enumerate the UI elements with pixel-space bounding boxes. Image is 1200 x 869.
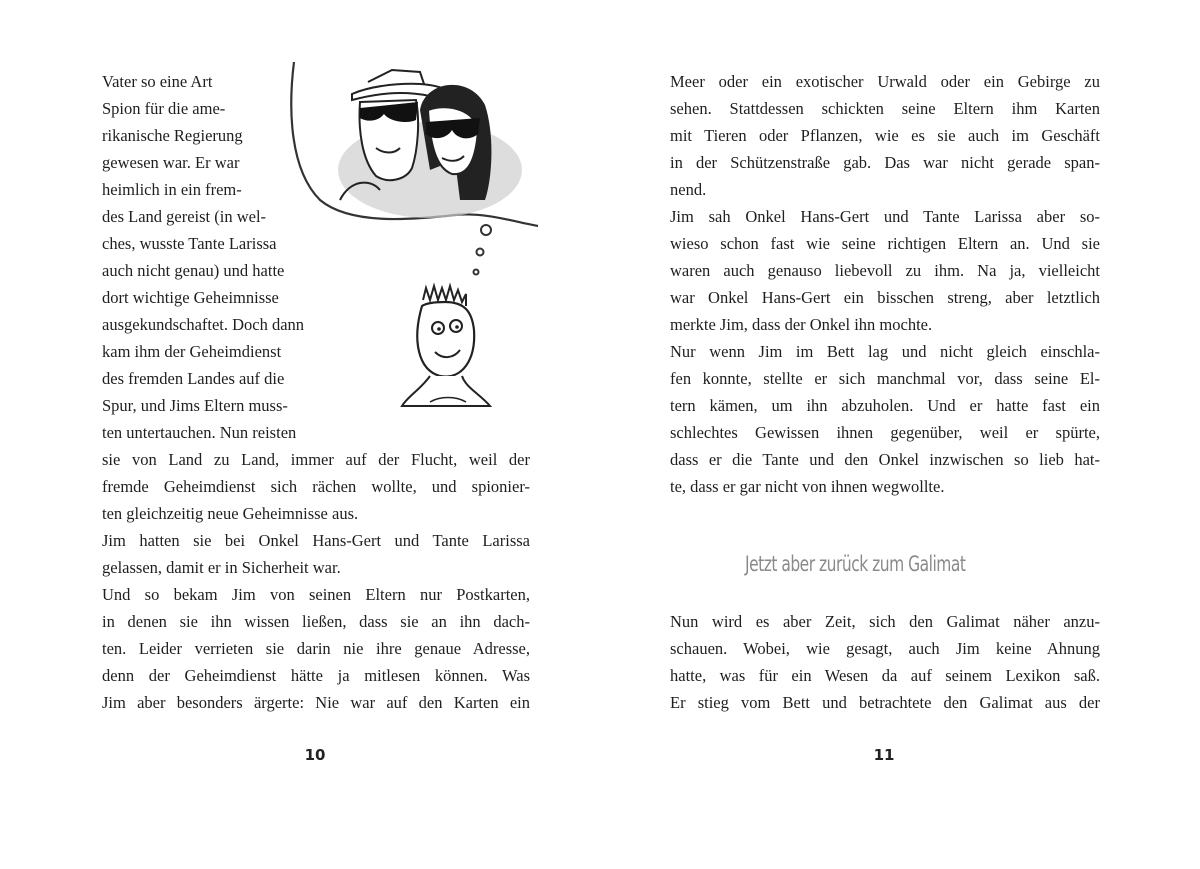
text-line: denn der Geheimdienst hätte ja mitlesen können. Was: [102, 666, 530, 685]
text-line: hatte, was für ein Wesen da auf seinem Lexikon saß.: [670, 666, 1100, 685]
thought-bubble-illustration: [280, 50, 545, 425]
text-line: dass er die Tante und den Onkel inzwischen so lieb hat-: [670, 450, 1100, 469]
text-line: nend.: [670, 180, 707, 199]
text-line: Spion für die ame-: [102, 99, 226, 118]
text-line: Vater so eine Art: [102, 72, 213, 91]
text-line: ten gleichzeitig neue Geheimnisse aus.: [102, 504, 359, 523]
text-line: sie von Land zu Land, immer auf der Flucht, weil der: [102, 450, 530, 469]
text-line: mit Tieren oder Pflanzen, wie es sie auch im Geschäft: [670, 126, 1100, 145]
text-line: des Land gereist (in wel-: [102, 207, 267, 226]
text-line: Nur wenn Jim im Bett lag und nicht gleich einschla-: [670, 342, 1100, 361]
text-line: Und so bekam Jim von seinen Eltern nur Postkarten,: [102, 585, 530, 604]
text-line: Jim sah Onkel Hans-Gert und Tante Larissa aber so-: [670, 207, 1100, 226]
text-line: dort wichtige Geheimnisse: [102, 288, 279, 307]
text-line: ten. Leider verrieten sie darin nie ihre genaue Adresse,: [102, 639, 530, 658]
text-line: des fremden Landes auf die: [102, 369, 285, 388]
text-line: schauen. Wobei, wie gesagt, auch Jim keine Ahnung: [670, 639, 1100, 658]
text-line: rikanische Regierung: [102, 126, 243, 145]
text-line: fen konnte, stellte er sich manchmal vor, dass seine El-: [670, 369, 1100, 388]
text-line: fremde Geheimdienst sich rächen wollte, und spionier-: [102, 477, 530, 496]
text-line: gewesen war. Er war: [102, 153, 240, 172]
text-line: in der Schützenstraße gab. Das war nicht gerade span-: [670, 153, 1100, 172]
text-line: auch nicht genau) und hatte: [102, 261, 285, 280]
text-line: waren auch genauso liebevoll zu ihm. Na ja, vielleicht: [670, 261, 1100, 280]
text-line: merkte Jim, dass der Onkel ihn mochte.: [670, 315, 933, 334]
text-line: ches, wusste Tante Larissa: [102, 234, 277, 253]
page-number-right: 11: [873, 746, 895, 764]
text-line: Er stieg vom Bett und betrachtete den Galimat aus der: [670, 693, 1100, 712]
text-line: Meer oder ein exotischer Urwald oder ein Gebirge zu: [670, 72, 1100, 91]
text-line: Jim hatten sie bei Onkel Hans-Gert und Tante Larissa: [102, 531, 530, 550]
text-line: kam ihm der Geheimdienst: [102, 342, 282, 361]
text-line: Jim aber besonders ärgerte: Nie war auf den Karten ein: [102, 693, 530, 712]
text-line: war Onkel Hans-Gert ein bisschen streng, aber letztlich: [670, 288, 1100, 307]
text-line: Spur, und Jims Eltern muss-: [102, 396, 288, 415]
text-line: tern kämen, um ihn abzuholen. Und er hatte fast ein: [670, 396, 1100, 415]
text-line: schlechtes Gewissen ihnen gegenüber, weil er spürte,: [670, 423, 1100, 442]
text-line: wieso schon fast wie seine richtigen Eltern an. Und sie: [670, 234, 1100, 253]
text-line: sehen. Stattdessen schickten seine Eltern ihm Karten: [670, 99, 1100, 118]
section-heading: Jetzt aber zurück zum Galimat: [745, 552, 966, 576]
page-number-left: 10: [304, 746, 326, 764]
text-line: ten untertauchen. Nun reisten: [102, 423, 297, 442]
text-line: ausgekundschaftet. Doch dann: [102, 315, 305, 334]
text-line: Nun wird es aber Zeit, sich den Galimat näher anzu-: [670, 612, 1100, 631]
text-line: heimlich in ein frem-: [102, 180, 242, 199]
right-page: [600, 0, 1200, 869]
text-line: te, dass er gar nicht von ihnen wegwollte.: [670, 477, 945, 496]
text-line: gelassen, damit er in Sicherheit war.: [102, 558, 341, 577]
boy-icon: [402, 286, 490, 406]
text-line: in denen sie ihn wissen ließen, dass sie an ihn dach-: [102, 612, 530, 631]
